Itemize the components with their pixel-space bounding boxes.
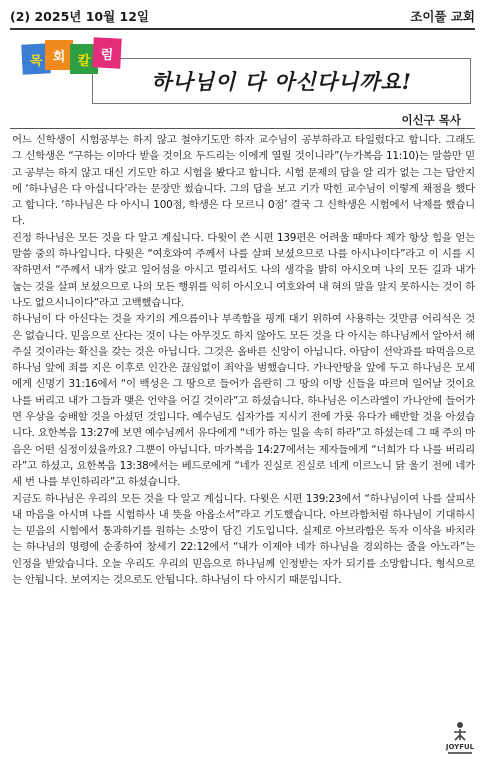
column-banner: [14, 36, 471, 108]
author-divider: [10, 128, 475, 129]
logo-text: JOYFUL: [445, 743, 475, 751]
column-title: 하나님이 다 아신다니까요!: [151, 69, 412, 94]
label-tile: 칼: [70, 44, 98, 74]
paragraph: 진정 하나님은 모든 것을 다 알고 계십니다. 다윗이 쓴 시편 139편은 어려울 때마다 제가 항상 힘을 얻는 말씀 중의 하나입니다. 다윗은 “여호와여 주께서 나를 살펴 보셨으므로 나를 아시나이다”라고 이 시를 시작하면서 “주께서 내가 앉고 일어섬을 아시고 멀리서도 나의 생각을 밝히 아시오며 나의 모든 길과 내가 눕는 것을 살펴 보셨으므로 나의 모든 행위를 익히 아시오니 여호와여 내 혀의 말을 알지 못하시는 것이 하나도 없으시니이다”라고 고백했습니다.: [12, 231, 475, 309]
church-logo: [443, 718, 477, 758]
label-tile: 회: [45, 40, 73, 70]
paragraph: 지금도 하나님은 우리의 모든 것을 다 알고 계십니다. 다윗은 시편 139:23에서 “하나님이여 나를 살피사 내 마음을 아시며 나를 시험하사 내 뜻을 아옵소서”라고 기도했습니다. 아브라함처럼 하나님이 기대하시는 믿음의 시험에서 통과하기를 원하는 소망이 담긴 기도입니다. 실제로 아브라함은 독자 이삭을 바치라는 하나님의 명령에 순종하여 창세기 22:12에서 “내가 이제야 네가 하나님을 경외하는 줄을 아노라”는 인정을 받았습니다. 오늘 우리도 우리의 믿음으로 하나님께 인정받는 자가 되기를 소망합니다. 형식으로는 안됩니다. 보여지는 것으로도 안됩니다. 하나님이 다 아시기 때문입니다.: [12, 492, 475, 587]
paragraph: 하나님이 다 아신다는 것을 자기의 게으름이나 부족함을 핑계 대기 위하여 사용하는 것만큼 어리석은 것은 없습니다. 믿음으로 산다는 것이 나는 아무것도 하지 않아도 모든 것을 다 아시는 하나님께서 알아서 해주실 것이라는 확신을 갖는 것은 아닙니다. 그것은 올바른 신앙이 아닙니다. 아담이 선악과를 따먹음으로 하나님 앞에 죄를 지은 이후로 인간은 끊임없이 죄악을 범했습니다. 가나안땅을 앞에 두고 하나님은 모세에게 신명기 31:16에서 “이 백성은 그 땅으로 들어가 음란히 그 땅의 이방 신들을 따르며 일어날 것이요 나를 버리고 내가 그들과 맺은 언약을 어길 것이라”고 하셨습니다. 하나님은 이스라엘이 가나안에 들어가면 우상을 숭배할 것을 아셨던 것입니다. 예수님도 십자가를 지시기 전에 가룟 유다가 배반할 것을 아셨습니다. 요한복음 13:27에 보면 예수님께서 유다에게 “네가 하는 일을 속히 하라”고 하셨는데 그 때 주의 마음은 어떤 심정이셨을까요? 그뿐이 아닙니다. 마가복음 14:27에서는 제자들에게 “너희가 다 나를 버리리라”고 하셨고, 요한복음 13:38에서는 베드로에게 “네가 진실로 진실로 네게 이르노니 닭 울기 전에 네가 세 번 나를 부인하리라”고 하셨습니다.: [12, 313, 475, 489]
header-divider: [10, 28, 475, 30]
issue-date: (2) 2025년 10월 12일: [10, 9, 149, 24]
church-name: 조이풀 교회: [410, 9, 475, 24]
author-name: 이신구 목사: [401, 113, 461, 127]
paragraph: 어느 신학생이 시험공부는 하지 않고 철야기도만 하자 교수님이 공부하라고 타일렀다고 합니다. 그래도 그 신학생은 “구하는 이마다 받을 것이요 두드리는 이에게 열릴 것이니라”(누가복음 11:10)는 말씀만 믿고 공부는 하지 않고 대신 기도만 하고 시험을 봤다고 합니다. 시험 문제의 답을 알 리가 없는 그는 답안지에 ‘하나님은 다 아십니다’라는 문장만 썼습니다. 그의 답을 보고 기가 막힌 교수님이 이렇게 채점을 했다고 합니다. ‘하나님은 다 아시니 100점, 학생은 다 모르니 0점’ 결국 그 신학생은 시험에서 낙제를 했습니다.: [12, 134, 475, 228]
title-box: [92, 58, 471, 104]
column-label-tiles: [22, 36, 126, 76]
label-tile: 럼: [92, 37, 122, 68]
column-body: [12, 132, 475, 588]
label-tile: 목: [21, 43, 51, 74]
bulletin-header: [10, 6, 475, 26]
